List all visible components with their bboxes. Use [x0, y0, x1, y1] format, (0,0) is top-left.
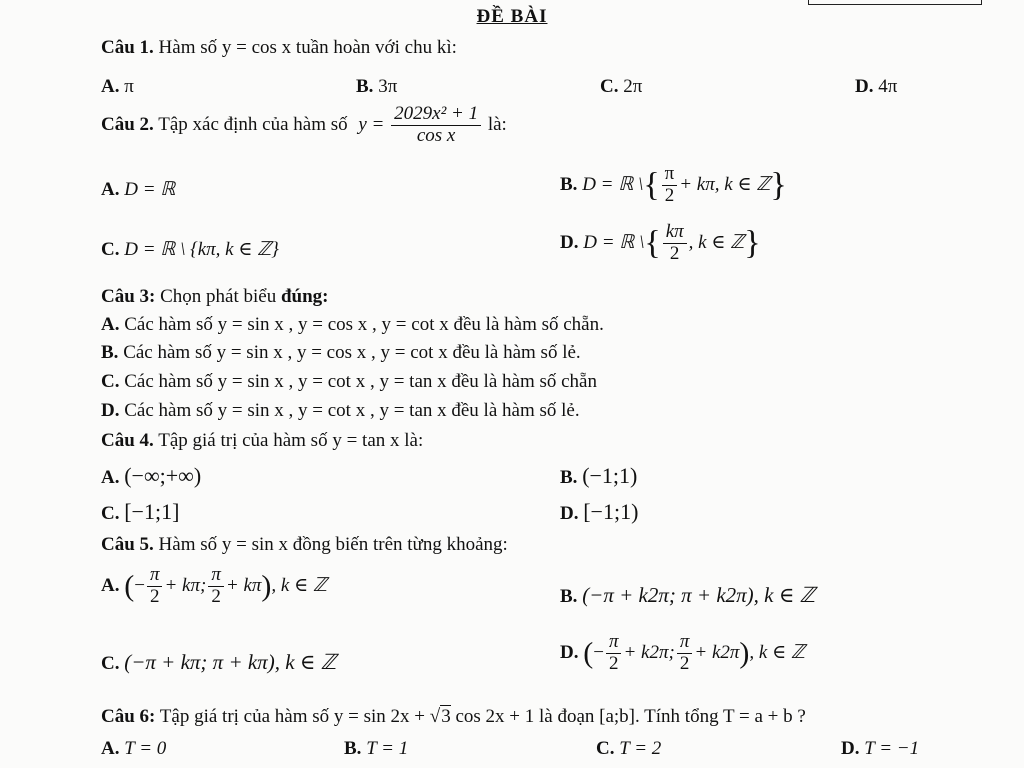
q2-fraction: $\frac{\text{2029x² + 1}}{\text{cos x}}$ [391, 104, 481, 147]
q1-option-c: C. 2π [600, 76, 643, 97]
question-5: Câu 5. Hàm số y = sin x đồng biến trên từng khoảng: [101, 534, 508, 555]
q5-option-b: B. (−π + k2π; π + k2π), k ∈ ℤ [560, 583, 816, 607]
q1-option-d: D. 4π [855, 76, 898, 97]
q4-option-c: C. [−1;1] [101, 499, 180, 524]
page-title: ĐỀ BÀI [476, 6, 548, 27]
q3-option-b: B. Các hàm số y = sin x , y = cos x , y = cot x đều là hàm số lẻ. [101, 342, 581, 363]
q2-option-d: D. D = ℝ \{ $\frac{k\pi}{2}$ , k ∈ ℤ} [560, 221, 761, 264]
q6-option-a: A. T = 0 [101, 738, 167, 759]
q3-option-a: A. Các hàm số y = sin x , y = cos x , y = cot x đều là hàm số chẵn. [101, 314, 604, 335]
q1-option-b: B. 3π [356, 76, 398, 97]
q5-option-a: A. (− $\frac{\pi}{2}$ + kπ; $\frac{\pi}{2}$ + kπ), k ∈ ℤ [101, 564, 328, 607]
q5-option-d: D. (− $\frac{\pi}{2}$ + k2π; $\frac{\pi}{2}$ + k2π), k ∈ ℤ [560, 631, 806, 674]
question-1: Câu 1. Hàm số y = cos x tuần hoàn với chu kì: [101, 37, 457, 58]
question-2: Câu 2. Tập xác định của hàm số y = $\frac{\text{2029x² + 1}}{\text{cos x}}$ là: [101, 103, 507, 146]
q3-option-d: D. Các hàm số y = sin x , y = cot x , y = tan x đều là hàm số lẻ. [101, 400, 580, 421]
header-box [808, 0, 982, 5]
q6-option-c: C. T = 2 [596, 738, 662, 759]
q2-option-c: C. D = ℝ \ {kπ, k ∈ ℤ} [101, 239, 279, 260]
q4-option-d: D. [−1;1) [560, 499, 639, 524]
q6-option-d: D. T = −1 [841, 738, 920, 759]
question-3: Câu 3: Chọn phát biểu đúng: [101, 286, 329, 307]
q3-option-c: C. Các hàm số y = sin x , y = cot x , y = tan x đều là hàm số chẵn [101, 371, 597, 392]
q4-option-a: A. (−∞;+∞) [101, 463, 202, 488]
q2-option-b: B. D = ℝ \{ $\frac{\pi}{2}$ + kπ, k ∈ ℤ} [560, 163, 787, 206]
q6-option-b: B. T = 1 [344, 738, 409, 759]
q2-option-a: A. D = ℝ [101, 179, 176, 200]
q5-option-c: C. (−π + kπ; π + kπ), k ∈ ℤ [101, 650, 337, 674]
q4-option-b: B. (−1;1) [560, 463, 638, 488]
question-6: Câu 6: Tập giá trị của hàm số y = sin 2x + √3 cos 2x + 1 là đoạn [a;b]. Tính tổng T = a + b ? [101, 706, 806, 727]
question-4: Câu 4. Tập giá trị của hàm số y = tan x là: [101, 430, 424, 451]
q1-option-a: A. π [101, 76, 134, 97]
